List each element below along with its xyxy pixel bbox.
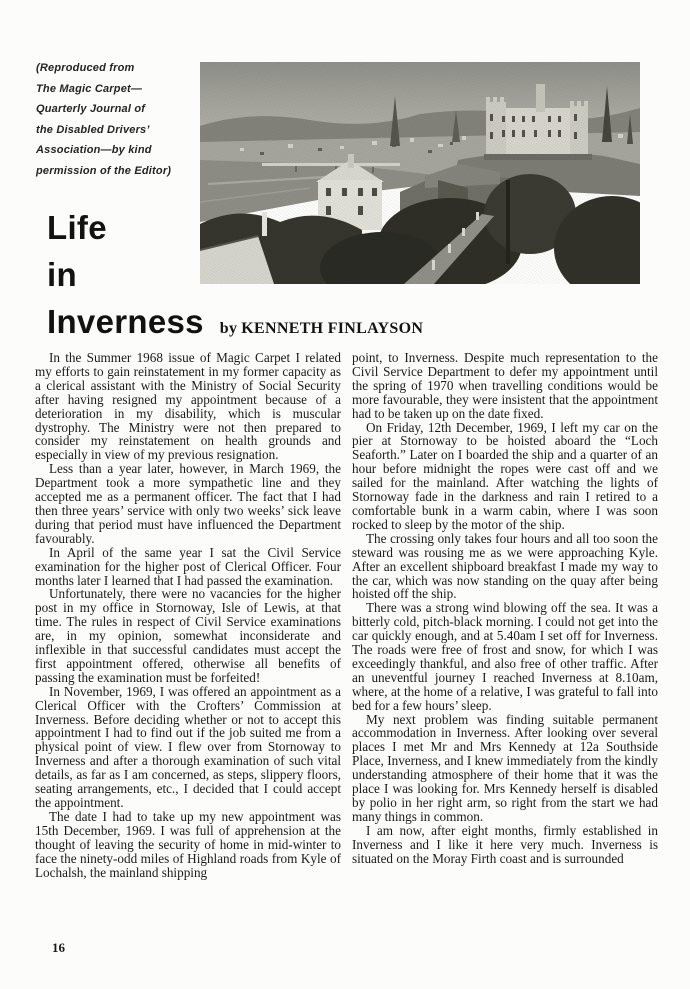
credit-line: permission of the Editor) [36, 164, 172, 177]
paragraph-continuation: point, to Inverness. Despite much representation to the Civil Service Department to defer my appointment until the spring of 1970 when travelling conditions would be more favourable, they were insistent that the appointment had to be taken up on the date fixed. [352, 350, 658, 421]
title-line-3: Inverness [47, 303, 204, 340]
body-column-right [352, 351, 658, 866]
credit-line: Quarterly Journal of [36, 103, 146, 115]
credit-line: The Magic Carpet— [36, 82, 143, 95]
paragraph: In April of the same year I sat the Civil Service examination for the higher post of Clerical Officer. Four months later I learned that I had passed the examination. [35, 544, 341, 588]
reproduction-credit [36, 58, 208, 181]
byline-prefix: by [219, 320, 238, 337]
paragraph: On Friday, 12th December, 1969, I left my car on the pier at Stornoway to be hoisted aboard the “Loch Seaforth.” Later on I boarded the ship and a quarter of an hour before midnight the ropes were cast off and we sailed for the mainland. After watching the lights of Stornoway fade in the darkness and rain I retired to a comfortable bunk in a warm cabin, where I was soon rocked to sleep by the motor of the ship. [352, 419, 658, 532]
credit-line: (Reproduced from [36, 62, 135, 74]
paragraph: The date I had to take up my new appointment was 15th December, 1969. I was full of apprehension at the thought of leaving the security of home in mid-winter to face the ninety-odd miles of Highland roads from Kyle of Lochalsh, the mainland shipping [35, 808, 341, 880]
paragraph: My next problem was finding suitable permanent accommodation in Inverness. After looking over several places I met Mr and Mrs Kennedy at 12a Southside Place, Inverness, and I knew immediately from the kindly understanding atmosphere of their home that it was the place I was looking for. Mrs Kennedy herself is disabled by polio in her right arm, so right from the start we had many things in common. [352, 711, 658, 824]
paragraph: In the Summer 1968 issue of Magic Carpet I related my efforts to gain reinstatement in my former capacity as a clerical assistant with the Ministry of Social Security after having resigned my appointment because of a deterioration in my disability, which is muscular dystrophy. The Ministry were not then prepared to consider my reinstatement on health grounds and especially in view of my previous resignation. [35, 350, 341, 463]
article-title [47, 204, 423, 345]
paragraph: Less than a year later, however, in March 1969, the Department took a more sympathetic line and they accepted me as a permanent officer. The fact that I had then three years’ service with only two weeks’ sick leave during that period must have influenced the Department favourably. [35, 461, 341, 546]
credit-line: Association—by kind [36, 144, 152, 156]
title-line-1: Life [47, 209, 107, 246]
credit-line: the Disabled Drivers’ [36, 123, 150, 136]
paragraph: I am now, after eight months, firmly established in Inverness and I like it here very much. Inverness is situated on the Moray Firth coast and is surrounded [352, 822, 658, 866]
title-line-2: in [47, 256, 77, 293]
paragraph: The crossing only takes four hours and all too soon the steward was rousing me as we were approaching Kyle. After an excellent shipboard breakfast I made my way to the car, which was now standing on the quay after being hoisted off the ship. [352, 530, 658, 602]
paragraph: In November, 1969, I was offered an appointment as a Clerical Officer with the Crofters’ Commission at Inverness. Before deciding whether or not to accept this appointment I had to find out if the job suited me from a physical point of view. I flew over from Stornoway to Inverness and after a thorough examination of such vital details, as far as I am concerned, as steps, slippery floors, seating arrangements, etc., I decided that I could accept the appointment. [35, 683, 341, 810]
body-column-left [35, 351, 341, 879]
paragraph: There was a strong wind blowing off the sea. It was a bitterly cold, pitch-black morning. I could not get into the car quickly enough, and at 5.40am I set off for Inverness. The roads were free of frost and snow, for which I was exceedingly thankful, and also free of other traffic. After an uneventful journey I reached Inverness at 8.10am, where, at the home of a relative, I was grateful to fall into bed for a few hours’ sleep. [352, 600, 658, 713]
byline [220, 320, 423, 338]
paragraph: Unfortunately, there were no vacancies for the higher post in my office in Stornoway, Isle of Lewis, at that time. The rules in respect of Civil Service examinations are, in my opinion, somewhat inconsiderate and inflexible in that successful candidates must accept the first appointment offered, otherwise all benefits of passing the examination must be forfeited! [35, 586, 341, 685]
page-number: 16 [52, 940, 65, 955]
byline-author: KENNETH FINLAYSON [241, 320, 424, 337]
